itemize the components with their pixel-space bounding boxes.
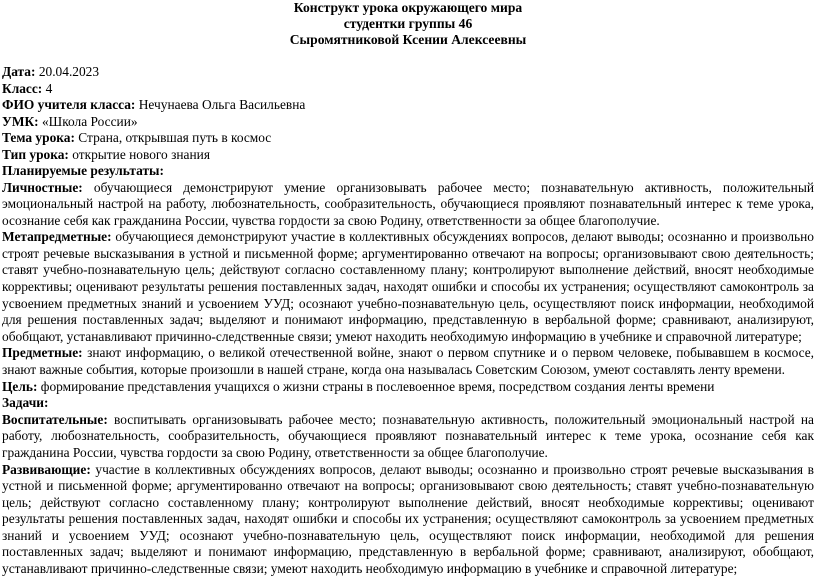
subject-results <box>2 345 814 378</box>
tasks-heading: Задачи: <box>2 395 49 411</box>
class-value: 4 <box>42 80 53 96</box>
date-label: Дата: <box>2 64 36 79</box>
umk-label: УМК: <box>2 113 39 129</box>
goal-text: формирование представления учащихся о жизни страны в послевоенное время, посредством создания ленты времени <box>37 378 715 394</box>
developmental-tasks <box>2 462 814 578</box>
umk-row <box>2 114 814 131</box>
teacher-label: ФИО учителя класса: <box>2 97 136 112</box>
developmental-text: участие в коллективных обсуждениях вопросов, делают выводы; осознанно и произвольно строят речевые высказывания в устной и письменной форме; аргументированно отвечают на вопросы; организовывают свою деятельность; ставят учебно-познавательную цель; действуют согласно составленному плану; контролируют выполнение действий, вносят необходимые коррективы; оценивают результаты решения поставленных задач, находят ошибки и способы их устранения; осуществляют самоконтроль за усвоением предметных знаний и усвоением УУД; осознают учебно-познавательную цель, осуществляют поиск информации, необходимой для решения поставленных задач; выделяют и понимают информацию, представленную в вербальной форме; сравнивают, анализируют, обобщают, устанавливают причинно-следственные связи; умеют находить необходимую информацию в учебнике и справочной литературе; <box>2 461 814 577</box>
educational-tasks <box>2 412 814 462</box>
topic-row <box>2 130 814 147</box>
umk-value: «Школа России» <box>38 113 138 129</box>
teacher-row <box>2 97 814 114</box>
date-value: 20.04.2023 <box>35 64 100 79</box>
goal-label: Цель: <box>2 378 38 394</box>
document-title <box>2 0 814 48</box>
class-label: Класс: <box>2 80 43 96</box>
personal-text: обучающиеся демонстрируют умение организовывать рабочее место; познавательную активность, положительный эмоциональный настрой на работу, любознательность, сообразительность, обучающиеся проявляют познавательный интерес к теме урока, осознание себя как гражданина России, чувства гордости за свою Родину, ответственности за общее благополучие. <box>2 179 814 228</box>
subject-label: Предметные: <box>2 345 83 361</box>
date-row <box>2 64 814 81</box>
subject-text: знают информацию, о великой отечественной войне, знают о первом спутнике и о первом человеке, побывавшем в космосе, знают важные события, которые произошли в нашей стране, когда она называлась Советским Союзом, умеют составлять ленту времени. <box>2 345 814 378</box>
teacher-value: Нечунаева Ольга Васильевна <box>135 97 306 112</box>
topic-label: Тема урока: <box>2 130 75 145</box>
educational-text: воспитывать организовывать рабочее место; познавательную активность, положительный эмоциональный настрой на работу, любознательность, сообразительность, обучающиеся проявляют познавательный интерес к теме урока, осознание себя как гражданина России, чувства гордости за свою Родину, ответственности за общее благополучие. <box>2 411 814 460</box>
educational-label: Воспитательные: <box>2 411 108 427</box>
title-line-3: Сыромятниковой Ксении Алексеевны <box>289 32 527 47</box>
personal-label: Личностные: <box>2 179 83 195</box>
lesson-type-label: Тип урока: <box>2 146 69 162</box>
goal <box>2 379 814 396</box>
meta-text: обучающиеся демонстрируют участие в коллективных обсуждениях вопросов, делают выводы; осознанно и произвольно строят речевые высказывания в устной и письменной форме; аргументированно отвечают на вопросы; организовывают свою деятельность; ставят учебно-познавательную цель; действуют согласно составленному плану; контролируют выполнение действий, вносят необходимые коррективы; оценивают результаты решения поставленных задач, находят ошибки и способы их устранения; осуществляют самоконтроль за усвоением предметных знаний и усвоением УУД; осознают учебно-познавательную цель, осуществляют поиск информации, необходимой для решения поставленных задач; выделяют и понимают информацию, представленную в вербальной форме; сравнивают, анализируют, обобщают, устанавливают причинно-следственные связи; умеют находить необходимую информацию в учебнике и справочной литературе; <box>2 229 814 344</box>
lesson-type-value: открытие нового знания <box>68 146 210 162</box>
developmental-label: Развивающие: <box>2 461 91 477</box>
meta-label: Метапредметные: <box>2 229 112 245</box>
results-heading: Планируемые результаты: <box>2 163 164 178</box>
meta-results <box>2 229 814 345</box>
topic-value: Страна, открывшая путь в космос <box>74 130 272 145</box>
spacer <box>2 48 814 64</box>
title-line-2: студентки группы 46 <box>343 16 473 31</box>
title-line-1: Конструкт урока окружающего мира <box>293 0 523 15</box>
class-row <box>2 81 814 98</box>
lesson-type-row <box>2 147 814 164</box>
personal-results <box>2 180 814 230</box>
